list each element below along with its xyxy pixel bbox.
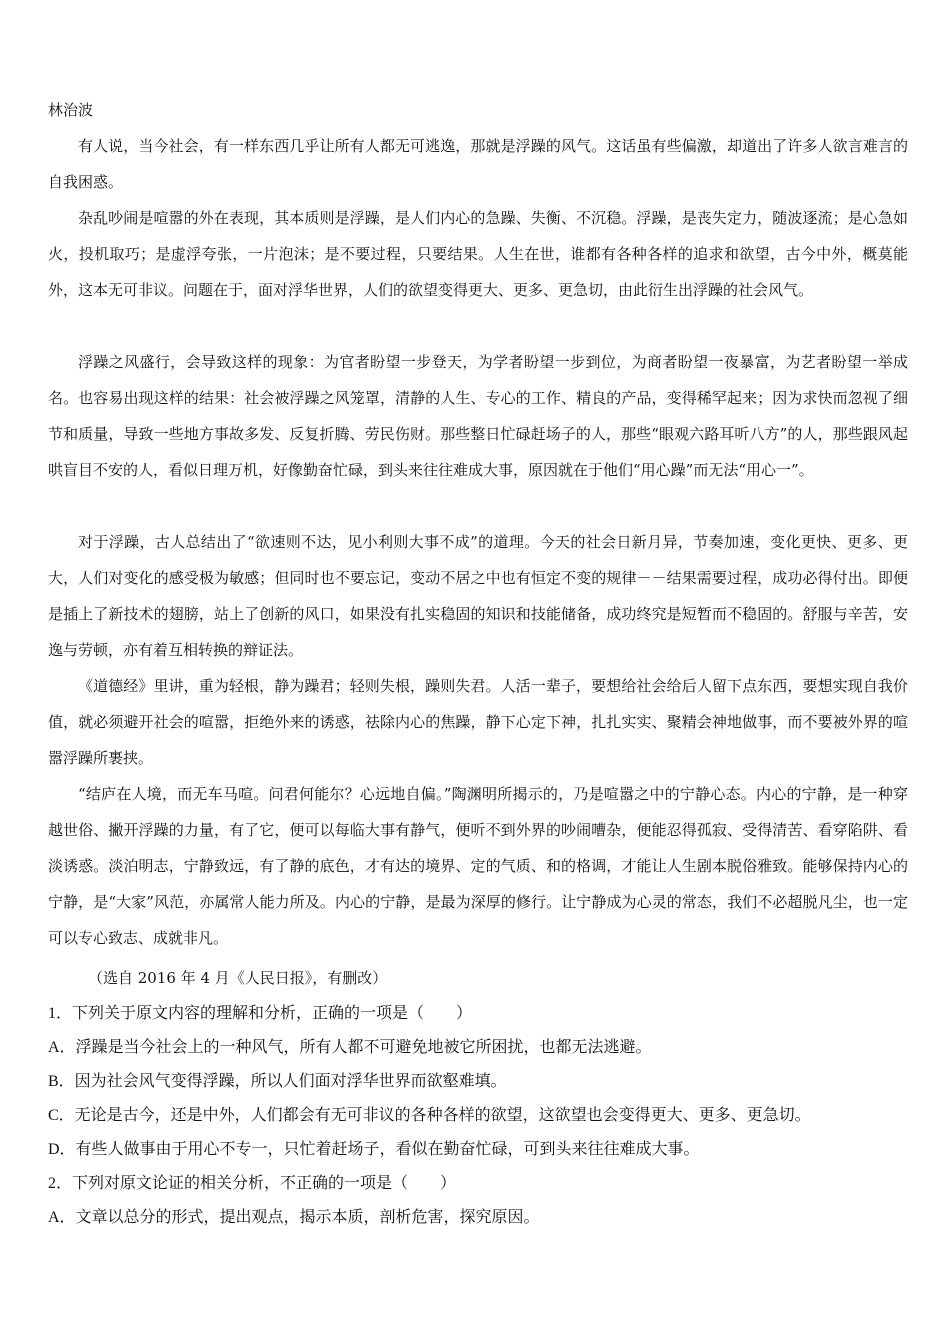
question-option: C．无论是古今，还是中外，人们都会有无可非议的各种各样的欲望，这欲望也会变得更大、更多、更急切。: [48, 1107, 811, 1124]
article-paragraph: 有人说，当今社会，有一样东西几乎让所有人都无可逃逸，那就是浮躁的风气。这话虽有些偏激，却道出了许多人欲言难言的自我困惑。: [48, 137, 908, 191]
question-option: A．文章以总分的形式，提出观点，揭示本质，剖析危害，探究原因。: [48, 1209, 540, 1226]
question-stem: 1．下列关于原文内容的理解和分析，正确的一项是（ ）: [48, 1005, 473, 1022]
article-paragraph: “结庐在人境，而无车马喧。问君何能尔？心远地自偏。”陶渊明所揭示的，乃是喧嚣之中的宁静心态。内心的宁静，是一种穿越世俗、撇开浮躁的力量，有了它，便可以每临大事有静气，便听不到外界的吵闹嘈杂，便能忍得孤寂、受得清苦、看穿陷阱、看淡诱惑。淡泊明志，宁静致远，有了静的底色，才有达的境界、定的气质、和的格调，才能让人生剧本脱俗雅致。能够保持内心的宁静，是“大家”风范，亦属常人能力所及。内心的宁静，是最为深厚的修行。让宁静成为心灵的常态，我们不必超脱凡尘，也一定可以专心致志、成就非凡。: [48, 785, 908, 947]
article-paragraph: 对于浮躁，古人总结出了“欲速则不达，见小利则大事不成”的道理。今天的社会日新月异，节奏加速，变化更快、更多、更大，人们对变化的感受极为敏感；但同时也不要忘记，变动不居之中也有恒定不变的规律－－结果需要过程，成功必得付出。即便是插上了新技术的翅膀，站上了创新的风口，如果没有扎实稳固的知识和技能储备，成功终究是短暂而不稳固的。舒服与辛苦，安逸与劳顿，亦有着互相转换的辩证法。: [48, 533, 908, 659]
author-name: 林治波: [48, 101, 94, 119]
question-stem: 2．下列对原文论证的相关分析，不正确的一项是（ ）: [48, 1175, 457, 1192]
article-paragraph: 杂乱吵闹是喧嚣的外在表现，其本质则是浮躁，是人们内心的急躁、失衡、不沉稳。浮躁，是丧失定力，随波逐流；是心急如火，投机取巧；是虚浮夸张，一片泡沫；是不要过程，只要结果。人生在世，谁都有各种各样的追求和欲望，古今中外，概莫能外，这本无可非议。问题在于，面对浮华世界，人们的欲望变得更大、更多、更急切，由此衍生出浮躁的社会风气。: [48, 209, 908, 299]
article-source: （选自 2016 年 4 月《人民日报》，有删改）: [88, 969, 388, 987]
question-option: A．浮躁是当今社会上的一种风气，所有人都不可避免地被它所困扰，也都无法逃避。: [48, 1039, 652, 1056]
article-paragraph: 浮躁之风盛行，会导致这样的现象：为官者盼望一步登天，为学者盼望一步到位，为商者盼望一夜暴富，为艺者盼望一举成名。也容易出现这样的结果：社会被浮躁之风笼罩，清静的人生、专心的工作、精良的产品，变得稀罕起来；因为求快而忽视了细节和质量，导致一些地方事故多发、反复折腾、劳民伤财。那些整日忙碌赶场子的人，那些“眼观六路耳听八方”的人，那些跟风起哄盲目不安的人，看似日理万机，好像勤奋忙碌，到头来往往难成大事，原因就在于他们“用心躁”而无法“用心一”。: [48, 353, 908, 479]
question-option: D．有些人做事由于用心不专一，只忙着赶场子，看似在勤奋忙碌，可到头来往往难成大事。: [48, 1141, 700, 1158]
question-option: B．因为社会风气变得浮躁，所以人们面对浮华世界而欲壑难填。: [48, 1073, 507, 1090]
article-paragraph: 《道德经》里讲，重为轻根，静为躁君；轻则失根，躁则失君。人活一辈子，要想给社会给后人留下点东西，要想实现自我价值，就必须避开社会的喧嚣，拒绝外来的诱惑，祛除内心的焦躁，静下心定下神，扎扎实实、聚精会神地做事，而不要被外界的喧嚣浮躁所裹挟。: [48, 677, 908, 767]
